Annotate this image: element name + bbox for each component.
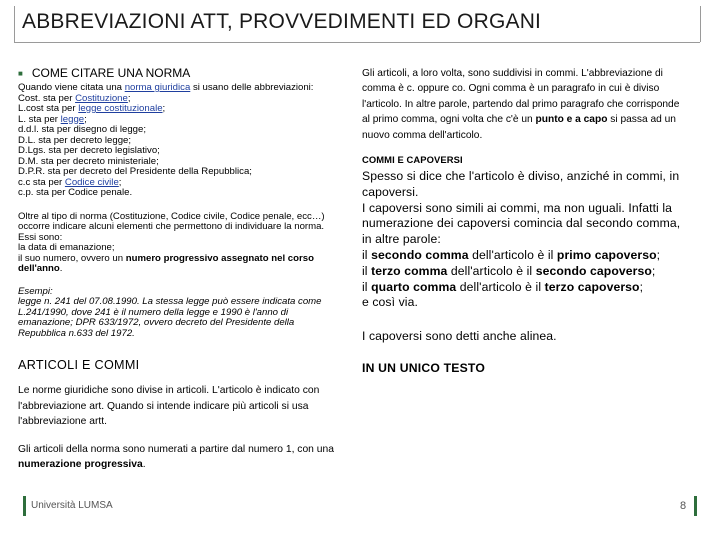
title-divider: [14, 42, 700, 43]
example-label: Esempi:: [18, 285, 53, 297]
capoverso-line: e così via.: [362, 295, 418, 310]
right-column: [362, 66, 687, 375]
abbr-item: d.d.l. sta per disegno di legge;: [18, 124, 147, 135]
footer-university: Università LUMSA: [31, 500, 113, 511]
bullet-heading: ■ COME CITARE UNA NORMA: [18, 66, 191, 80]
abbr-item: D.L. sta per decreto legge;: [18, 134, 132, 146]
capoversi-text-1: Spesso si dice che l'articolo è diviso, anziché in commi, in capoversi.: [362, 169, 680, 199]
slide-title: ABBREVIAZIONI ATT, PROVVEDIMENTI ED ORGANI: [22, 10, 542, 33]
abbr-item: D.Lgs. sta per decreto legislativo;: [18, 145, 160, 156]
articoli-text: Le norme giuridiche sono divise in articoli. L'articolo è indicato con l'abbreviazione art. Quando si intende indicare più articoli si usa l'abbreviazione artt.: [18, 385, 320, 427]
title-border-left: [14, 6, 15, 42]
alinea-text: I capoversi sono detti anche alinea.: [362, 329, 557, 344]
elements-item: il suo numero, ovvero un numero progressivo assegnato nel corso dell'anno.: [18, 252, 314, 274]
capoverso-line: il quarto comma dell'articolo è il terzo capoverso;: [362, 279, 644, 294]
abbr-item: c.p. sta per Codice penale.: [18, 187, 133, 198]
heading-commi-capoversi: COMMI E CAPOVERSI: [362, 154, 463, 166]
page-number: 8: [680, 500, 687, 512]
commi-text: Gli articoli, a loro volta, sono suddivisi in commi. L'abbreviazione di comma è c. oppure co. Ogni comma è un paragrafo in cui è diviso l'articolo. In altre parole, partendo dal primo paragrafo che corrisponde al primo comma, ogni volta che c'è un punto e a capo si passa ad un nuovo comma dell'articolo.: [362, 68, 680, 141]
elements-item: la data di emanazione;: [18, 242, 115, 253]
link-codice-civile[interactable]: Codice civile: [64, 176, 119, 188]
section-heading-articoli: ARTICOLI E COMMI: [18, 358, 140, 372]
abbr-item: L.cost sta per legge costituzionale;: [18, 103, 166, 114]
page-accent-bar: [694, 496, 697, 516]
abbr-item: c.c sta per Codice civile;: [18, 176, 122, 188]
capoverso-line: il secondo comma dell'articolo è il primo capoverso;: [362, 248, 661, 263]
square-bullet-icon: ■: [18, 69, 23, 78]
link-costituzione[interactable]: Costituzione: [75, 92, 128, 104]
heading-unico-testo: IN UN UNICO TESTO: [362, 361, 486, 375]
link-norma-giuridica[interactable]: norma giuridica: [124, 82, 191, 93]
left-column: [18, 66, 340, 473]
example-text: legge n. 241 del 07.08.1990. La stessa legge può essere indicata come L.241/1990, dove 241 è il numero della legge e 1990 è l'anno di emanazione; DPR 633/1972, ovvero decreto del Presidente della Repubblica n.633 del 1972.: [18, 296, 322, 339]
abbreviation-list: [18, 94, 340, 199]
title-border-right: [700, 6, 701, 42]
capoversi-text-2: I capoversi sono simili ai commi, ma non uguali. Infatti la numerazione dei capoversi comincia dal secondo comma, in altre parole:: [362, 200, 681, 247]
abbr-item: D.P.R. sta per decreto del Presidente della Repubblica;: [18, 166, 252, 177]
link-legge-costituzionale[interactable]: legge costituzionale: [78, 103, 163, 114]
footer-accent-bar: [23, 496, 26, 516]
intro-text: Quando viene citata una norma giuridica si usano delle abbreviazioni:: [18, 82, 314, 93]
abbr-item: L. sta per legge;: [18, 113, 87, 125]
numerazione-text: Gli articoli della norma sono numerati a partire dal numero 1, con una numerazione progressiva.: [18, 443, 334, 470]
elements-text: Oltre al tipo di norma (Costituzione, Codice civile, Codice penale, ecc…) occorre indicare alcuni elementi che permettono di individuare la norma. Essi sono:: [18, 210, 325, 243]
link-legge[interactable]: legge: [60, 113, 85, 125]
capoverso-line: il terzo comma dell'articolo è il secondo capoverso;: [362, 263, 656, 278]
abbr-item: Cost. sta per Costituzione;: [18, 92, 131, 104]
abbr-item: D.M. sta per decreto ministeriale;: [18, 155, 159, 167]
